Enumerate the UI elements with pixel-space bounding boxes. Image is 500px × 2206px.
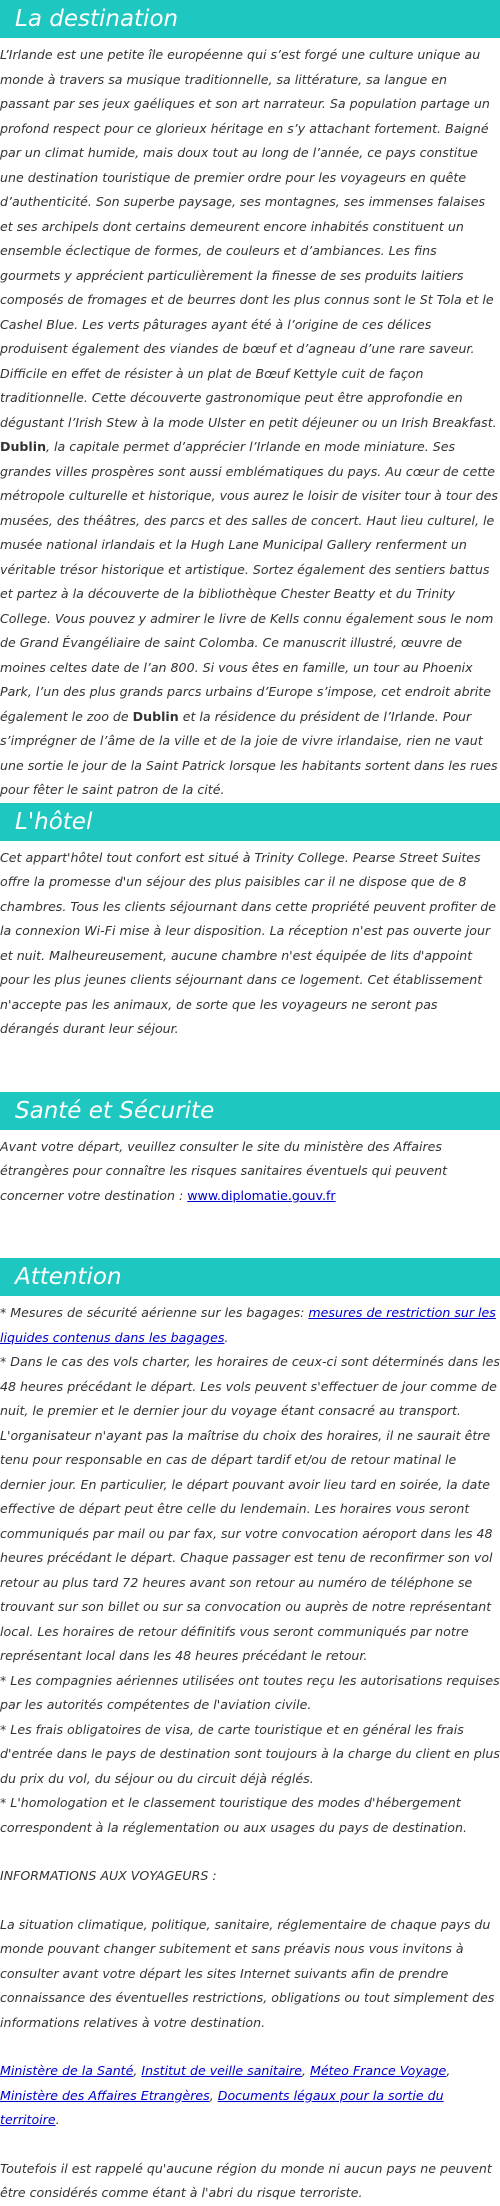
info-links bbox=[0, 2059, 500, 2133]
attention-item-1-text: * Mesures de sécurité aérienne sur les bagages: bbox=[0, 1305, 309, 1320]
dublin-bold: Dublin bbox=[0, 439, 47, 454]
spacer bbox=[0, 1840, 500, 1864]
dublin-bold-2: Dublin bbox=[132, 708, 179, 724]
sante-paragraph bbox=[0, 1135, 500, 1209]
link-separator: , bbox=[209, 2087, 218, 2103]
link-separator: , bbox=[446, 2063, 451, 2078]
attention-item-1-end: . bbox=[224, 1329, 229, 1345]
attention-item-1 bbox=[0, 1301, 500, 1350]
sante-paragraph-text: Avant votre départ, veuillez consulter le site du ministère des Affaires étrangères pour connaître les risques sanitaires éventuels qui peuvent concerner votre destination : bbox=[0, 1138, 448, 1203]
sante-text bbox=[0, 1130, 500, 1209]
link-separator: , bbox=[301, 2063, 310, 2078]
attention-item-2: * Dans le cas des vols charter, les horaires de ceux-ci sont déterminés dans les 48 heures précédant le départ. Les vols peuvent s'effectuer de jour comme de nuit, le premier et le dernier jour du voyage étant consacré au transport. L'organisateur n'ayant pas la maîtrise du choix des horaires, il ne saurait être tenu pour responsable en cas de départ tardif et/ou de retour matinal le dernier jour. En particulier, le départ pouvant avoir lieu tard en soirée, la date effective de départ peut être celle du lendemain. Les horaires vous seront communiqués par mail ou par fax, sur votre convocation aéroport dans les 48 heures précédant le départ. Chaque passager est tenu de reconfirmer son vol retour au plus tard 72 heures avant son retour au numéro de téléphone se trouvant sur son billet ou sur sa convocation ou auprès de notre représentant local. Les horaires de retour définitifs vous seront communiqués par notre représentant local dans les 48 heures précédant le retour. bbox=[0, 1354, 500, 1663]
info-heading: INFORMATIONS AUX VOYAGEURS : bbox=[0, 1868, 217, 1883]
section-header-attention: Attention bbox=[0, 1258, 500, 1296]
attention-item-3: * Les compagnies aériennes utilisées ont toutes reçu les autorisations requises par les autorités compétentes de l'aviation civile. bbox=[0, 1672, 500, 1712]
terrorism-notice: Toutefois il est rappelé qu'aucune région du monde ni aucun pays ne peuvent être considérés comme étant à l'abri du risque terroriste. bbox=[0, 2160, 492, 2200]
spacer bbox=[0, 1042, 500, 1092]
spacer bbox=[0, 2133, 500, 2157]
spacer bbox=[0, 2035, 500, 2059]
destination-text bbox=[0, 38, 500, 803]
spacer bbox=[0, 1889, 500, 1913]
destination-paragraph-1: L’Irlande est une petite île européenne qui s’est forgé une culture unique au monde à travers sa musique traditionnelle, sa littérature, sa langue en passant par ses jeux gaéliques et son art narrateur. Sa population partage un profond respect pour ce glorieux héritage en s’y attachant fortement. Baigné par un climat humide, mais doux tout au long de l’année, ce pays constitue une destination touristique de premier ordre pour les voyageurs en quête d’authenticité. Son superbe paysage, ses montagnes, ses immenses falaises et ses archipels dont certains demeurent encore inhabités constituent un ensemble éclectique de formes, de couleurs et d’ambiances. Les fins gourmets y apprécient particulièrement la finesse de ses produits laitiers composés de fromages et de beurres dont les plus connus sont le St Tola et le Cashel Blue. Les verts pâturages ayant été à l’origine de ces délices produisent également des viandes de bœuf et d’agneau d’une rare saveur. bbox=[0, 47, 494, 356]
links-end: . bbox=[55, 2112, 60, 2127]
attention-item-5: * L'homologation et le classement touristique des modes d'hébergement correspondent à la réglementation ou aux usages du pays de destination. bbox=[0, 1795, 467, 1835]
section-header-destination: La destination bbox=[0, 0, 500, 38]
info-paragraph: La situation climatique, politique, sanitaire, réglementaire de chaque pays du monde pouvant changer subitement et sans préavis nous vous invitons à consulter avant votre départ les sites Internet suivants afin de prendre connaissance des éventuelles restrictions, obligations ou tout simplement des informations relatives à votre destination. bbox=[0, 1916, 495, 2030]
attention-text bbox=[0, 1296, 500, 2206]
institut-veille-link[interactable]: Institut de veille sanitaire bbox=[141, 2063, 302, 2078]
destination-paragraph-2: Difficile en effet de résister à un plat de Bœuf Kettyle cuit de façon traditionnelle. Cette découverte gastronomique peut être approfondie en dégustant l’Irish Stew à la mode Ulster en petit déjeuner ou un Irish Breakfast. bbox=[0, 365, 497, 430]
meteo-france-link[interactable]: Méteo France Voyage bbox=[310, 2063, 447, 2078]
destination-paragraph-3 bbox=[0, 435, 500, 803]
hotel-paragraph: Cet appart'hôtel tout confort est situé à Trinity College. Pearse Street Suites offre la promesse d'un séjour des plus paisibles car il ne dispose que de 8 chambres. Tous les clients séjournant dans cette propriété peuvent profiter de la connexion Wi-Fi mise à leur disposition. La réception n'est pas ouverte jour et nuit. Malheureusement, aucune chambre n'est équipée de lits d'appoint pour les plus jeunes clients séjournant dans ce logement. Cet établissement n'accepte pas les animaux, de sorte que les voyageurs ne seront pas dérangés durant leur séjour. bbox=[0, 849, 497, 1036]
section-header-hotel: L'hôtel bbox=[0, 803, 500, 841]
spacer bbox=[0, 1208, 500, 1258]
liquides-link[interactable]: mesures de restriction sur les liquides contenus dans les bagages bbox=[0, 1305, 496, 1345]
ministere-affaires-link[interactable]: Ministère des Affaires Etrangères bbox=[0, 2087, 210, 2103]
documents-legaux-link[interactable]: Documents légaux pour la sortie du territoire bbox=[0, 2087, 444, 2127]
destination-paragraph-3a: , la capitale permet d’apprécier l’Irlande en mode miniature. Ses grandes villes prospères sont aussi emblématiques du pays. Au cœur de cette métropole culturelle et historique, vous aurez le loisir de visiter tour à tour des musées, des théâtres, des parcs et des salles de concert. Haut lieu culturel, le musée national irlandais et la Hugh Lane Municipal Gallery renferment un véritable trésor historique et artistique. Sortez également des sentiers battus et partez à la découverte de la bibliothèque Chester Beatty et du Trinity College. Vous pouvez y admirer le livre de Kells connu également sous le nom de Grand Évangéliaire de saint Colomba. Ce manuscrit illustré, œuvre de moines celtes date de l’an 800. Si vous êtes en famille, un tour au Phoenix Park, l’un des plus grands parcs urbains d’Europe s’impose, cet endroit abrite également le zoo de bbox=[0, 439, 498, 724]
hotel-text bbox=[0, 841, 500, 1042]
link-separator: , bbox=[133, 2063, 142, 2078]
diplomatie-link[interactable]: www.diplomatie.gouv.fr bbox=[187, 1187, 336, 1203]
ministere-sante-link[interactable]: Ministère de la Santé bbox=[0, 2063, 134, 2078]
attention-item-4: * Les frais obligatoires de visa, de carte touristique et en général les frais d'entrée dans le pays de destination sont toujours à la charge du client en plus du prix du vol, du séjour ou du circuit déjà réglés. bbox=[0, 1721, 500, 1786]
section-header-sante: Santé et Sécurite bbox=[0, 1092, 500, 1130]
destination-paragraph-3b: et la résidence du président de l’Irlande. Pour s’imprégner de l’âme de la ville et de la joie de vivre irlandaise, rien ne vaut une sortie le jour de la Saint Patrick lorsque les habitants sortent dans les rues pour fêter le saint patron de la cité. bbox=[0, 708, 498, 797]
